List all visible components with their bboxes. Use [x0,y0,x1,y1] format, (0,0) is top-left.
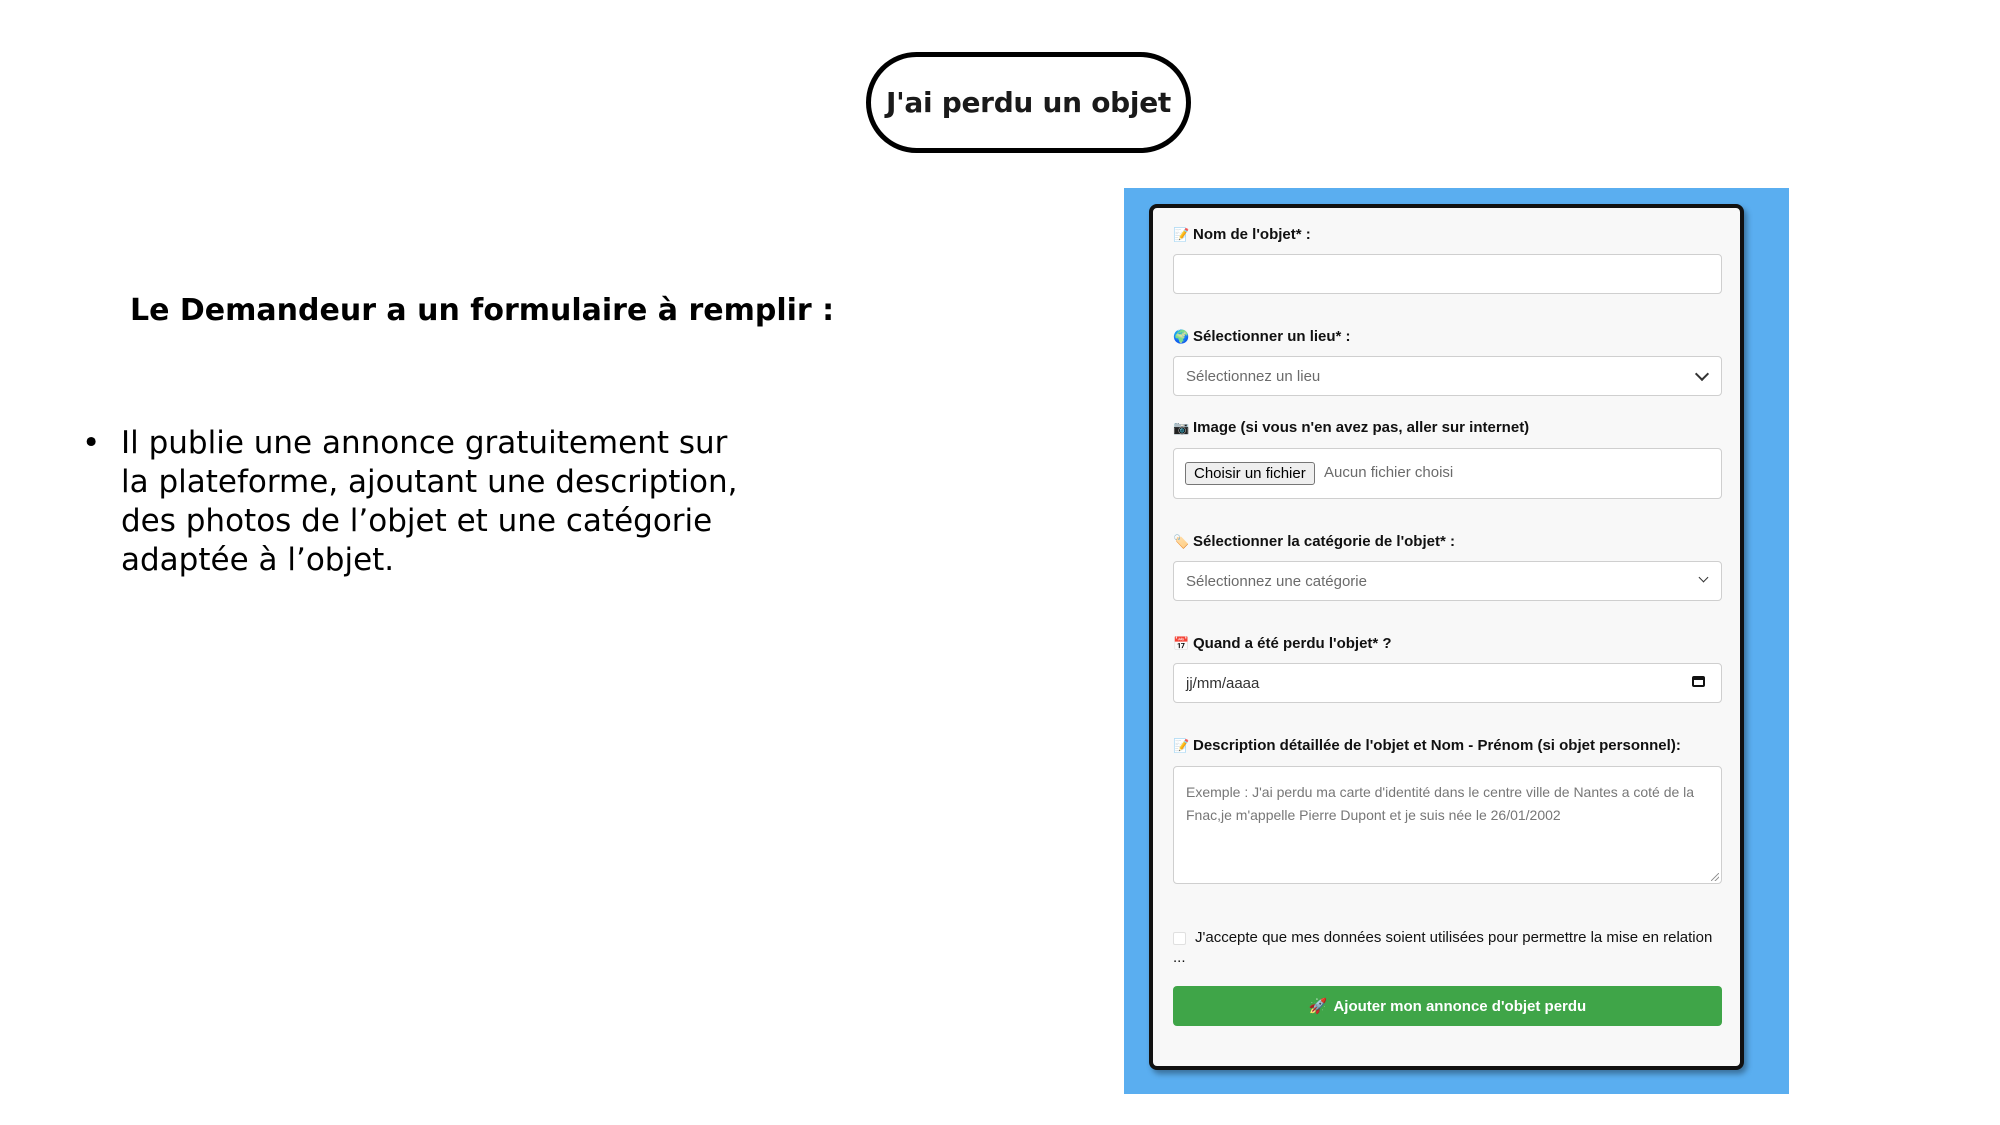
date-label: Quand a été perdu l'objet* ? [1193,635,1392,652]
lost-date-input[interactable] [1173,663,1722,703]
choose-file-button[interactable]: Choisir un fichier [1185,462,1315,485]
globe-icon: 🌍 [1173,328,1190,344]
lost-item-form [1149,204,1744,1070]
category-select[interactable] [1173,561,1722,601]
name-label-row [1173,226,1311,243]
place-select[interactable] [1173,356,1722,396]
consent-text: J'accepte que mes données soient utilisées pour permettre la mise en relation ... [1173,929,1713,966]
category-label-row [1173,533,1455,550]
file-status: Aucun fichier choisi [1324,464,1454,481]
place-label-row [1173,328,1351,345]
memo-icon: 📝 [1173,226,1190,242]
description-label-row [1173,737,1681,754]
date-label-row [1173,635,1392,652]
bullet-text: Il publie une annonce gratuitement sur la plateforme, ajoutant une description, des photos de l’objet et une catégorie adaptée à l’objet. [121,425,738,578]
name-label: Nom de l'objet* : [1193,226,1311,243]
submit-label: Ajouter mon annonce d'objet perdu [1333,997,1587,1015]
chevron-down-icon [1699,573,1709,583]
date-placeholder: jj/mm/aaaa [1186,675,1260,692]
label-tag-icon: 🏷️ [1173,533,1190,549]
description-label: Description détaillée de l'objet et Nom - Prénom (si objet personnel): [1193,737,1681,754]
camera-icon: 📷 [1173,419,1190,435]
image-label-row [1173,419,1529,436]
bullet-symbol: • [82,425,101,461]
memo-icon: 📝 [1173,737,1190,753]
description-placeholder: Exemple : J'ai perdu ma carte d'identité dans le centre ville de Nantes a coté de la Fnac,je m'appelle Pierre Dupont et je suis née le 26/01/2002 [1186,784,1695,823]
place-label: Sélectionner un lieu* : [1193,328,1351,345]
place-select-value: Sélectionnez un lieu [1186,368,1321,385]
rocket-icon: 🚀 [1308,998,1328,1015]
image-label: Image (si vous n'en avez pas, aller sur internet) [1193,419,1530,436]
category-label: Sélectionner la catégorie de l'objet* : [1193,533,1455,550]
slide-heading: Le Demandeur a un formulaire à remplir : [130,293,835,328]
object-name-input[interactable] [1173,254,1722,294]
chevron-down-icon [1695,367,1709,381]
submit-lost-item-button[interactable] [1173,986,1722,1026]
description-textarea[interactable] [1173,766,1722,884]
calendar-icon: 📅 [1173,635,1190,651]
resize-handle[interactable] [1711,873,1719,881]
slide-title: J'ai perdu un objet [866,52,1191,153]
category-select-value: Sélectionnez une catégorie [1186,573,1367,590]
image-file-input[interactable] [1173,448,1722,499]
date-picker-icon[interactable] [1692,676,1705,687]
